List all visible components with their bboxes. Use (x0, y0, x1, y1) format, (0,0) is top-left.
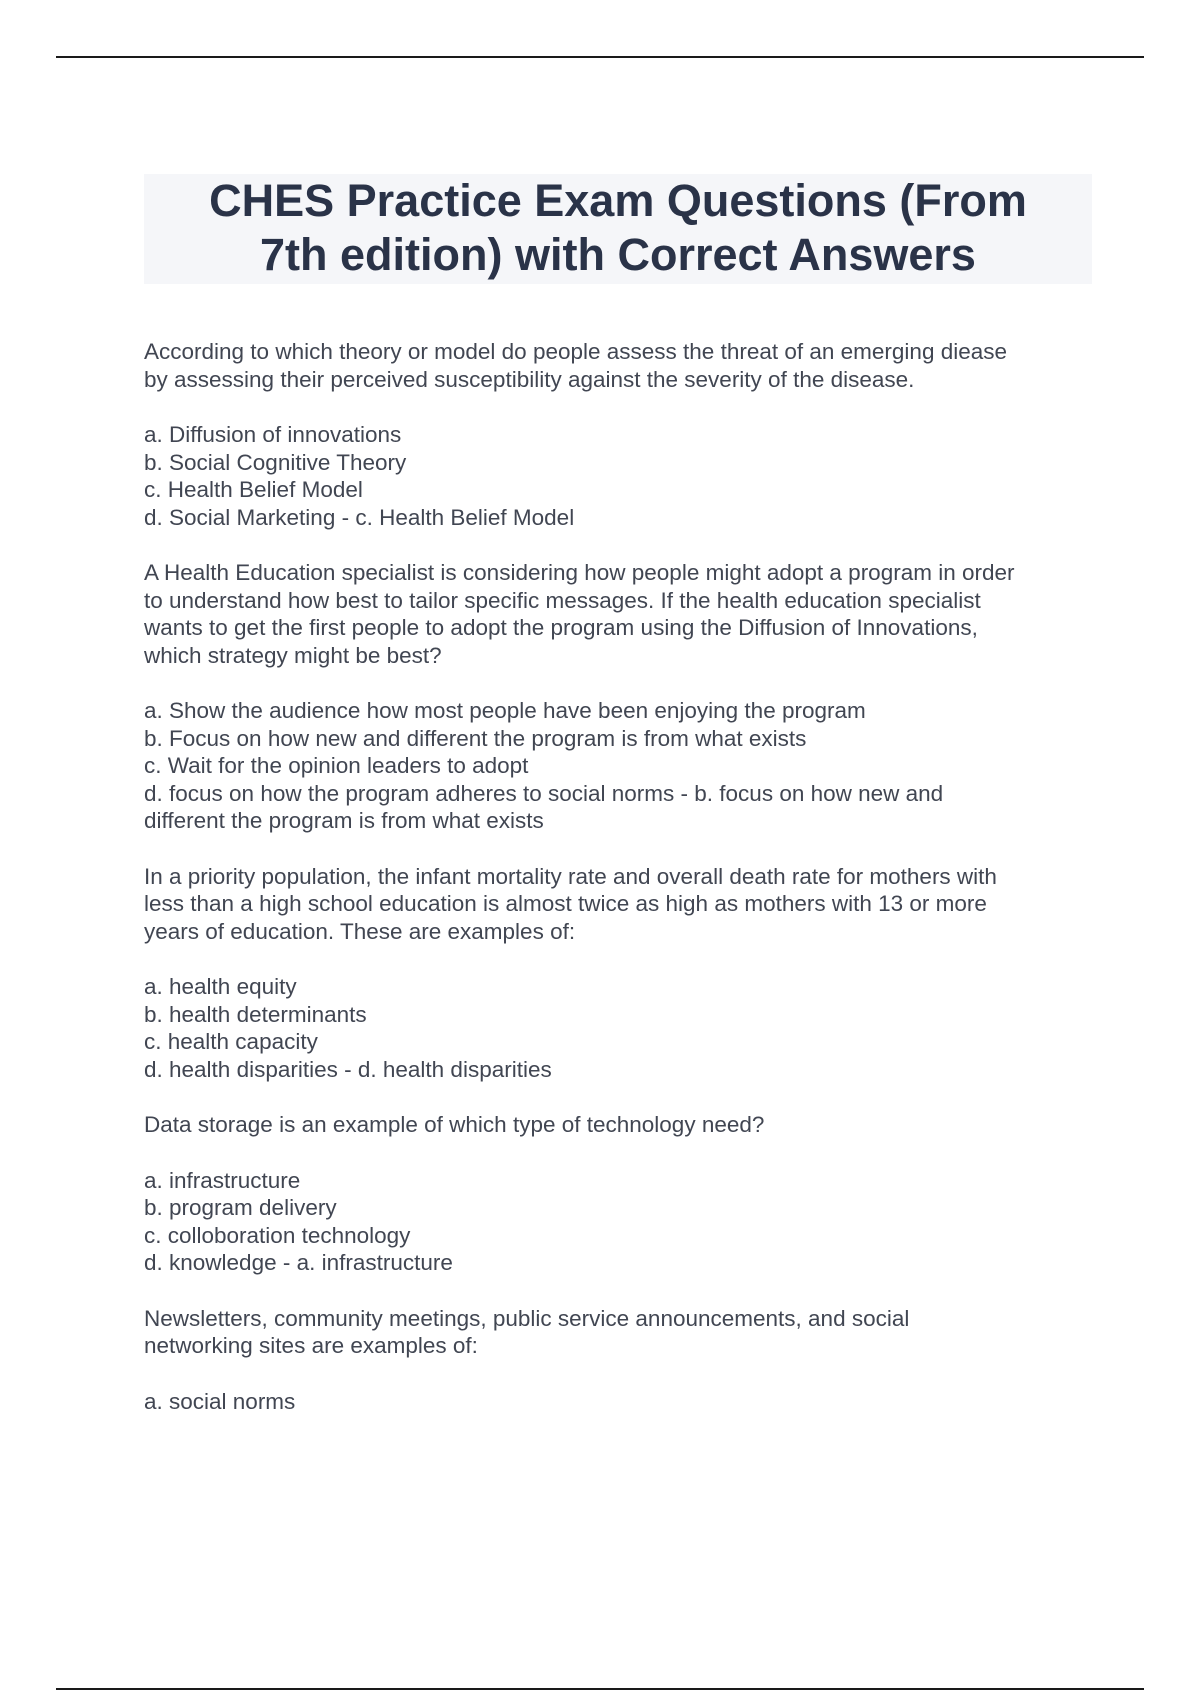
document-title (144, 174, 1092, 282)
question-text (144, 338, 1104, 393)
option-line: b. health determinants (144, 1001, 367, 1027)
question-line: less than a high school education is almost twice as high as mothers with 13 or more (144, 891, 987, 916)
option-line-with-answer: d. Social Marketing - c. Health Belief Model (144, 504, 575, 530)
question-line: which strategy might be best? (144, 642, 442, 668)
question-line: According to which theory or model do people assess the threat of an emerging diease (144, 339, 1008, 364)
answer-options (144, 421, 1104, 531)
question-line: Data storage is an example of which type of technology need? (144, 1112, 765, 1137)
option-line-with-answer: d. health disparities - d. health disparities (144, 1056, 552, 1082)
question-line: by assessing their perceived susceptibility against the severity of the disease. (144, 366, 915, 392)
option-line: c. Wait for the opinion leaders to adopt (144, 753, 529, 778)
option-line: b. Focus on how new and different the program is from what exists (144, 725, 807, 751)
title-line-1: CHES Practice Exam Questions (From (209, 175, 1027, 226)
option-line: a. Show the audience how most people have been enjoying the program (144, 698, 866, 723)
question-text (144, 863, 1104, 946)
question-text (144, 559, 1104, 669)
question-text (144, 1111, 1104, 1139)
question-line: to understand how best to tailor specific messages. If the health education specialist (144, 587, 981, 613)
answer-options (144, 1388, 1104, 1416)
question-line: wants to get the first people to adopt the program using the Diffusion of Innovations, (144, 615, 978, 640)
option-line: a. infrastructure (144, 1167, 301, 1193)
question-line: Newsletters, community meetings, public service announcements, and social (144, 1305, 910, 1331)
question-item (144, 1305, 1104, 1416)
option-line: b. program delivery (144, 1195, 337, 1220)
question-item (144, 338, 1104, 531)
question-item (144, 863, 1104, 1084)
answer-options (144, 1167, 1104, 1277)
question-line: A Health Education specialist is considering how people might adopt a program in order (144, 560, 1015, 585)
question-item (144, 1111, 1104, 1277)
option-line: a. Diffusion of innovations (144, 422, 402, 447)
option-line: c. health capacity (144, 1029, 318, 1054)
answer-options (144, 697, 1104, 835)
option-line-with-answer: d. focus on how the program adheres to social norms - b. focus on how new and (144, 780, 944, 806)
footer-rule (56, 1688, 1144, 1690)
question-line: networking sites are examples of: (144, 1333, 478, 1358)
question-line: years of education. These are examples of: (144, 918, 576, 944)
question-list (144, 338, 1104, 1443)
option-line-with-answer: different the program is from what exists (144, 808, 544, 833)
option-line: a. health equity (144, 974, 297, 999)
option-line-with-answer: d. knowledge - a. infrastructure (144, 1250, 453, 1275)
question-item (144, 559, 1104, 835)
option-line: a. social norms (144, 1388, 296, 1414)
title-line-2: 7th edition) with Correct Answers (260, 229, 976, 280)
question-text (144, 1305, 1104, 1360)
question-line: In a priority population, the infant mortality rate and overall death rate for mothers with (144, 863, 997, 889)
title-box (144, 174, 1092, 284)
option-line: c. Health Belief Model (144, 477, 363, 502)
option-line: b. Social Cognitive Theory (144, 449, 407, 475)
answer-options (144, 973, 1104, 1083)
option-line: c. colloboration technology (144, 1222, 411, 1248)
header-rule (56, 56, 1144, 58)
